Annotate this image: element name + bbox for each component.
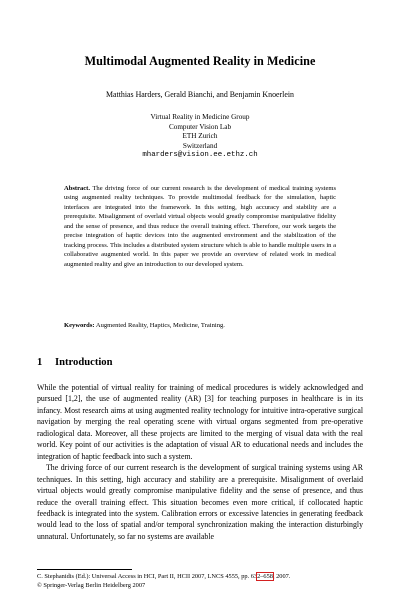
affiliation-block bbox=[0, 113, 400, 161]
keywords bbox=[64, 321, 336, 330]
citation-footer bbox=[37, 572, 290, 590]
affiliation-institution: ETH Zurich bbox=[182, 132, 218, 140]
section-title: Introduction bbox=[55, 357, 113, 368]
citation-suffix: , 2007. bbox=[272, 573, 291, 580]
abstract-text: The driving force of our current research is the development of medical training systems using augmented reality techniques. To provide multimodal feedback for the simulation, haptic interfaces are integrated into the framework. In this setting, high accuracy and stability are a prerequisite. Misalignment of overlaid virtual objects would greatly compromise manipulative fidelity and the sense of presence, and thus reduce the overall training effect. Therefore, our work targets the precise integration of haptic devices into the augmented environment and the stabilization of the tracking process. This includes a distributed system structure which is able to handle multiple users in a collaborative augmented world. In this paper we provide an overview of related work in medical augmented reality and give an introduction to our developed system. bbox=[64, 185, 336, 268]
paragraph: While the potential of virtual reality for training of medical procedures is widely acknowledged and pursued [1,2], the use of augmented reality (AR) [3] for teaching purposes in healthcare is in its infancy. Most research aims at using augmented reality technology for intuitive intra-operative surgical navigation by merging the real operating scene with virtual organs segmented from pre-operative radiological data. Moreover, all these projects are limited to the merging of visual data with the real world. Key point of our activities is the adaptation of visual AR to educational needs and includes the integration of haptic feedback into such a system. bbox=[37, 383, 363, 461]
paragraph: The driving force of our current research is the development of surgical training systems using AR techniques. In this setting, high accuracy and stability are a prerequisite. Misalignment of overlaid virtual objects would greatly compromise manipulative fidelity and the sense of presence, and thus reduce the overall training effect. This situation becomes even more critical, if collocated haptic feedback is integrated into the system. Calibration errors or excessive latencies in generating feedback would lead to the loss of spatial and/or temporal synchronization making the interaction disturbingly unnatural. Unfortunately, so far no systems are available bbox=[37, 463, 363, 541]
footnote-rule bbox=[37, 569, 132, 570]
keywords-label: Keywords: bbox=[64, 322, 95, 329]
affiliation-lab: Computer Vision Lab bbox=[168, 122, 232, 131]
abstract-label: Abstract. bbox=[64, 185, 90, 192]
abstract bbox=[64, 184, 336, 269]
section-number: 1 bbox=[37, 357, 43, 368]
affiliation-group: Virtual Reality in Medicine Group bbox=[150, 113, 250, 121]
section-heading bbox=[37, 357, 113, 368]
affiliation-country: Switzerland bbox=[182, 141, 218, 150]
body-text bbox=[37, 382, 363, 542]
citation-line bbox=[37, 572, 290, 581]
author-list: Matthias Harders, Gerald Bianchi, and Benjamin Knoerlein bbox=[105, 90, 294, 99]
page-range-highlight: 2–658 bbox=[257, 573, 273, 580]
copyright-line: © Springer-Verlag Berlin Heidelberg 2007 bbox=[37, 582, 146, 589]
paper-title: Multimodal Augmented Reality in Medicine bbox=[84, 54, 316, 68]
author-email: mharders@vision.ee.ethz.ch bbox=[142, 151, 258, 159]
keywords-text: Augmented Reality, Haptics, Medicine, Training. bbox=[95, 322, 225, 329]
citation-prefix: C. Stephanidis (Ed.): Universal Access in HCI, Part II, HCII 2007, LNCS 4555, pp. 63 bbox=[37, 573, 258, 580]
